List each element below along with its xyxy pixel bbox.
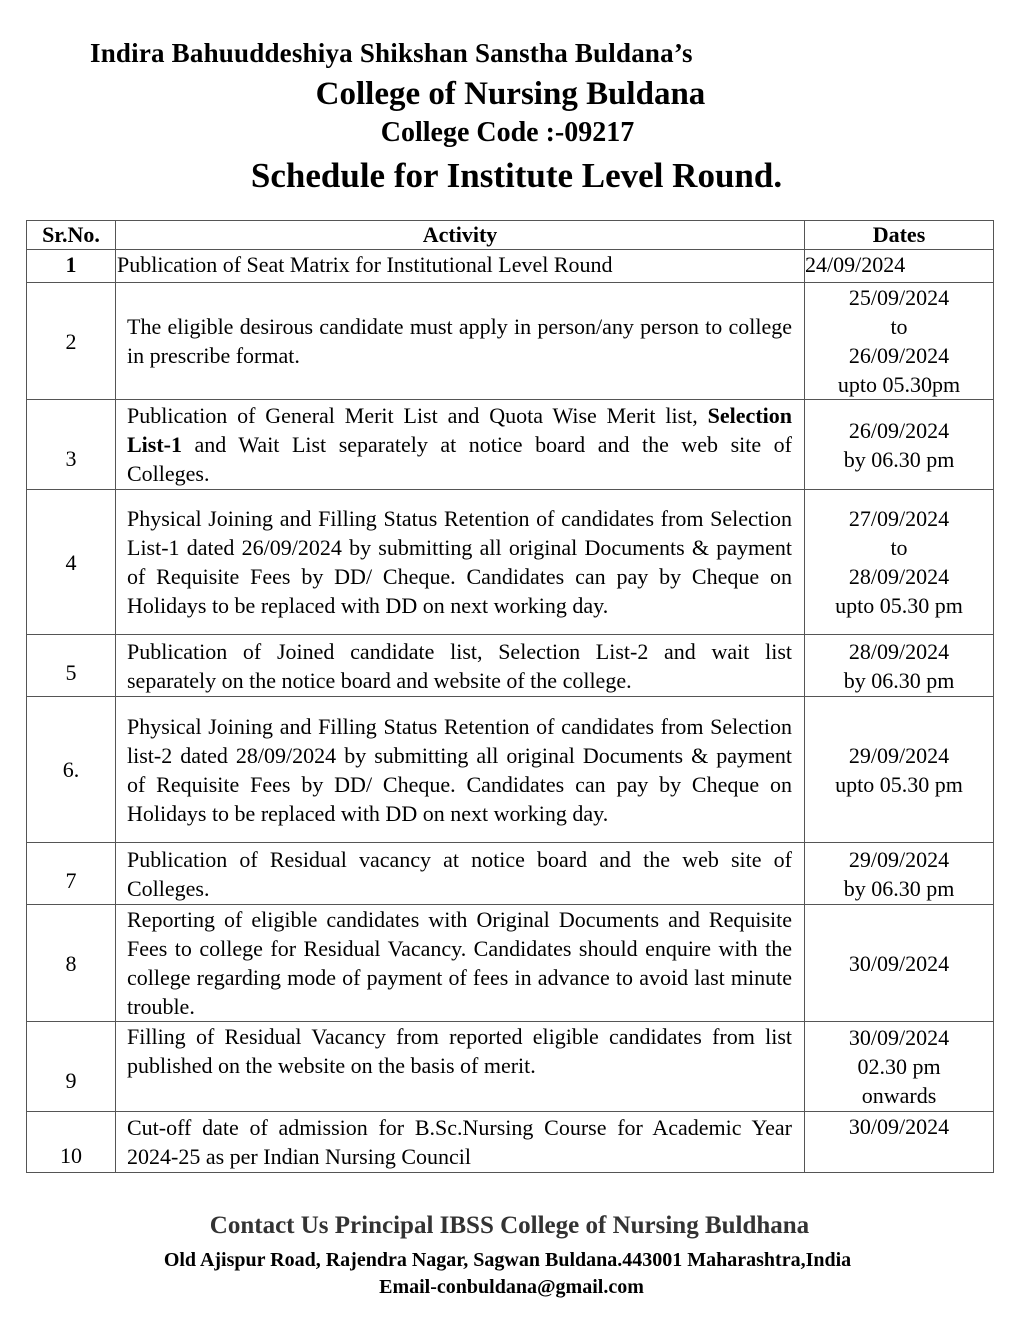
email[interactable]: Email-conbuldana@gmail.com: [379, 1276, 644, 1298]
table-row: [27, 635, 994, 697]
row-activity: The eligible desirous candidate must apply in person/any person to college in prescribe format.: [116, 283, 805, 400]
activity-bold-text: Selection List-1: [127, 403, 792, 457]
row-sr-no: 6.: [27, 697, 116, 843]
row-sr-no: 8: [27, 905, 116, 1022]
row-activity: Physical Joining and Filling Status Retention of candidates from Selection list-2 dated 28/09/2024 by submitting all original Documents & payment of Requisite Fees by DD/ Cheque. Candidates can pay by Cheque on Holidays to be replaced with DD on next working day.: [116, 697, 805, 843]
page-title: Schedule for Institute Level Round.: [250, 156, 783, 195]
row-dates: 30/09/2024 02.30 pm onwards: [805, 1022, 994, 1112]
row-dates: 26/09/2024 by 06.30 pm: [805, 400, 994, 490]
row-dates: 30/09/2024: [805, 1112, 994, 1173]
activity-text: Publication of General Merit List and Quota Wise Merit list,: [127, 403, 708, 428]
row-dates: 25/09/2024 to 26/09/2024 upto 05.30pm: [805, 283, 994, 400]
table-row: [27, 843, 994, 905]
schedule-table: [26, 220, 994, 1173]
row-dates: 24/09/2024: [805, 250, 994, 283]
row-dates: 30/09/2024: [805, 905, 994, 1022]
header-sr-no: Sr.No.: [27, 221, 116, 250]
row-activity: Publication of Seat Matrix for Institutional Level Round: [116, 250, 805, 283]
table-row: [27, 490, 994, 635]
table-row: [27, 250, 994, 283]
row-dates: 29/09/2024 by 06.30 pm: [805, 843, 994, 905]
row-sr-no: 5: [27, 635, 116, 697]
row-activity: Physical Joining and Filling Status Retention of candidates from Selection List-1 dated 26/09/2024 by submitting all original Documents & payment of Requisite Fees by DD/ Cheque. Candidates can pay by Cheque on Holidays to be replaced with DD on next working day.: [116, 490, 805, 635]
row-dates: 29/09/2024 upto 05.30 pm: [805, 697, 994, 843]
row-sr-no: 3: [27, 400, 116, 490]
table-header-row: [27, 221, 994, 250]
table-row: [27, 905, 994, 1022]
row-sr-no: 2: [27, 283, 116, 400]
row-activity: [116, 400, 805, 490]
row-sr-no: 4: [27, 490, 116, 635]
header-dates: Dates: [805, 221, 994, 250]
row-activity: Publication of Residual vacancy at notice board and the web site of Colleges.: [116, 843, 805, 905]
header-activity: Activity: [116, 221, 805, 250]
organization-name: Indira Bahuuddeshiya Shikshan Sanstha Buldana’s: [90, 38, 693, 68]
row-activity: Filling of Residual Vacancy from reported eligible candidates from list published on the website on the basis of merit.: [116, 1022, 805, 1112]
college-code: College Code :-09217: [380, 117, 635, 148]
row-activity: Cut-off date of admission for B.Sc.Nursing Course for Academic Year 2024-25 as per Indian Nursing Council: [116, 1112, 805, 1173]
row-dates: 28/09/2024 by 06.30 pm: [805, 635, 994, 697]
activity-text: and Wait List separately at notice board and the web site of Colleges.: [127, 432, 792, 486]
row-sr-no: 10: [27, 1112, 116, 1173]
table-row: [27, 697, 994, 843]
row-sr-no: 7: [27, 843, 116, 905]
row-sr-no: 9: [27, 1022, 116, 1112]
row-sr-no: 1: [27, 250, 116, 283]
row-activity: Reporting of eligible candidates with Original Documents and Requisite Fees to college for Residual Vacancy. Candidates should enquire with the college regarding mode of payment of fees in advance to avoid last minute trouble.: [116, 905, 805, 1022]
address: Old Ajispur Road, Rajendra Nagar, Sagwan Buldana.443001 Maharashtra,India: [163, 1249, 852, 1271]
row-activity: Publication of Joined candidate list, Selection List-2 and wait list separately on the notice board and website of the college.: [116, 635, 805, 697]
table-row: [27, 400, 994, 490]
table-row: [27, 1112, 994, 1173]
table-row: [27, 283, 994, 400]
table-row: [27, 1022, 994, 1112]
college-name: College of Nursing Buldana: [315, 76, 706, 112]
row-dates: 27/09/2024 to 28/09/2024 upto 05.30 pm: [805, 490, 994, 635]
contact-heading: Contact Us Principal IBSS College of Nursing Buldhana: [209, 1212, 810, 1239]
